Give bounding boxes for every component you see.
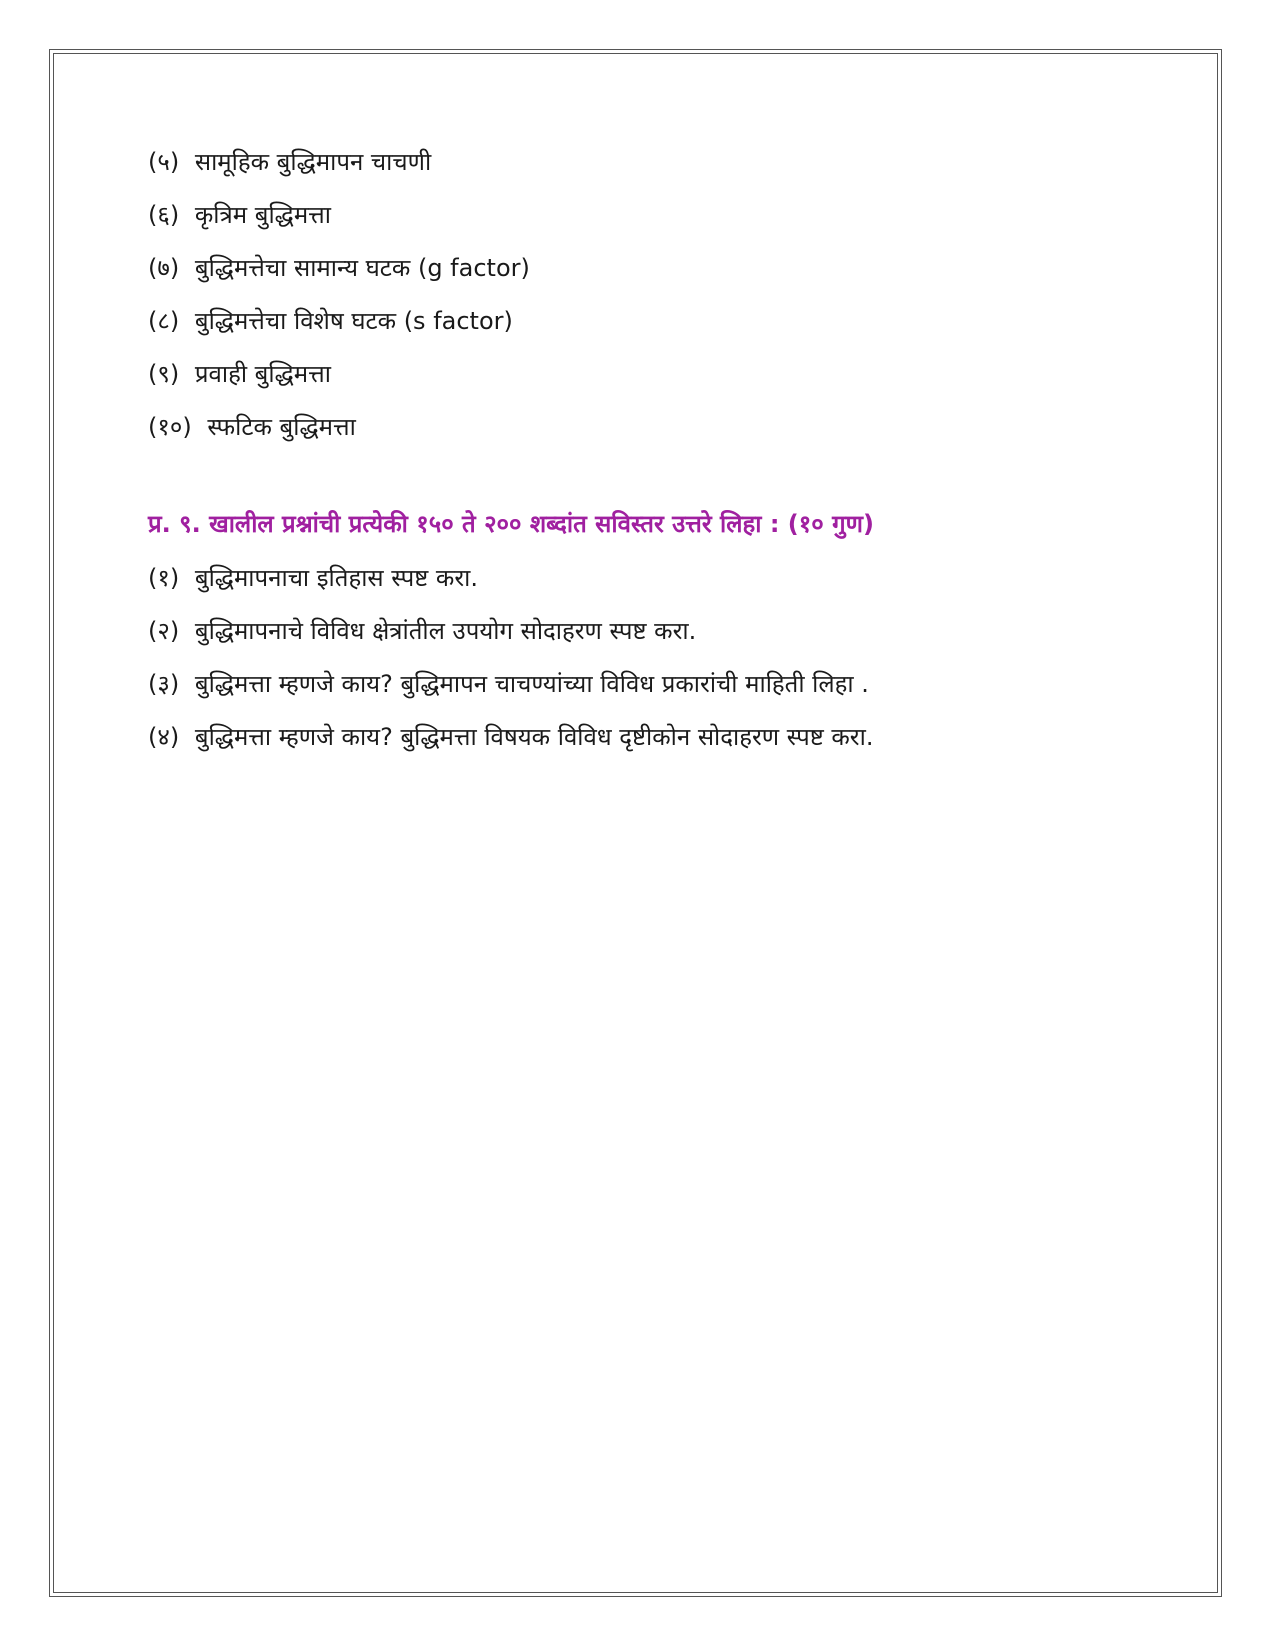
question-list	[148, 562, 1148, 753]
term-item	[148, 252, 1148, 284]
question-number: (४)	[148, 723, 180, 751]
term-text: बुद्धिमत्तेचा विशेष घटक (s factor)	[194, 307, 513, 335]
question-number: (१)	[148, 564, 180, 592]
question-number: (३)	[148, 670, 180, 698]
term-number: (५)	[148, 148, 180, 176]
term-text: सामूहिक बुद्धिमापन चाचणी	[194, 148, 432, 176]
question-text: बुद्धिमापनाचा इतिहास स्पष्ट करा.	[194, 564, 478, 592]
term-item	[148, 146, 1148, 178]
question-item	[148, 668, 1148, 700]
question-item	[148, 615, 1148, 647]
question-text: बुद्धिमत्ता म्हणजे काय? बुद्धिमत्ता विषयक विविध दृष्टीकोन सोदाहरण स्पष्ट करा.	[194, 723, 874, 751]
section-heading: प्र. ९. खालील प्रश्नांची प्रत्येकी १५० ते २०० शब्दांत सविस्तर उत्तरे लिहा : (१० गुण)	[148, 510, 874, 538]
term-text: स्फटिक बुद्धिमत्ता	[207, 413, 356, 441]
term-text: कृत्रिम बुद्धिमत्ता	[194, 201, 331, 229]
term-item	[148, 305, 1148, 337]
term-number: (७)	[148, 254, 180, 282]
question-text: बुद्धिमत्ता म्हणजे काय? बुद्धिमापन चाचण्यांच्या विविध प्रकारांची माहिती लिहा .	[194, 670, 869, 698]
term-item	[148, 411, 1148, 443]
question-text: बुद्धिमापनाचे विविध क्षेत्रांतील उपयोग सोदाहरण स्पष्ट करा.	[194, 617, 697, 645]
term-text: प्रवाही बुद्धिमत्ता	[194, 360, 331, 388]
question-number: (२)	[148, 617, 180, 645]
term-number: (६)	[148, 201, 180, 229]
term-number: (९)	[148, 360, 180, 388]
question-item	[148, 721, 1148, 753]
term-number: (१०)	[148, 413, 192, 441]
page-content	[148, 146, 1148, 774]
term-text: बुद्धिमत्तेचा सामान्य घटक (g factor)	[194, 254, 530, 282]
term-list	[148, 146, 1148, 443]
term-number: (८)	[148, 307, 180, 335]
term-item	[148, 358, 1148, 390]
term-item	[148, 199, 1148, 231]
question-item	[148, 562, 1148, 594]
